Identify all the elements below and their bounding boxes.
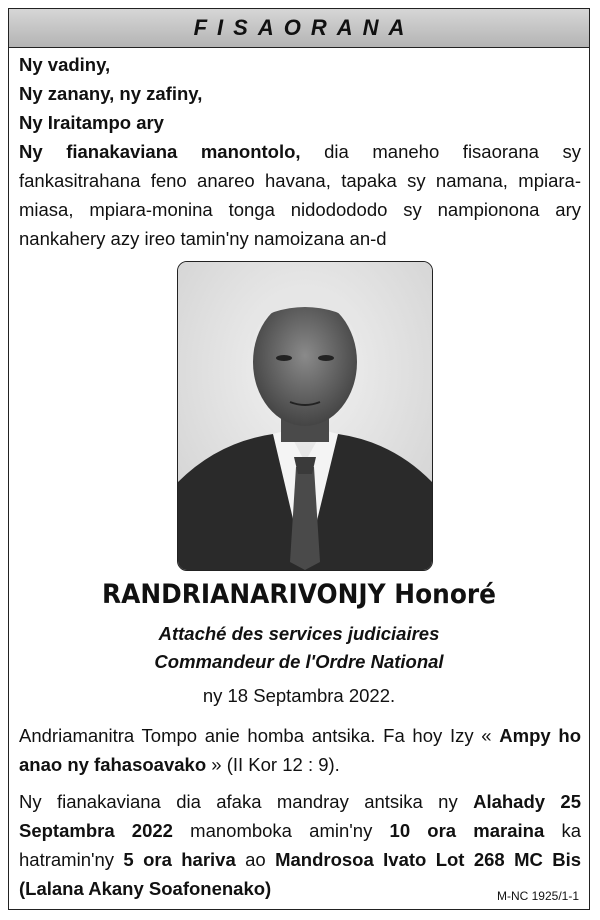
ceremony-t4: ao xyxy=(235,849,276,870)
verse-quote: Ampy ho anao ny fahasoavako xyxy=(19,725,581,775)
ceremony-location: Mandrosoa Ivato Lot 268 MC Bis (Lalana Akany Soafonenako) xyxy=(19,849,582,899)
ceremony-start: 10 ora maraina xyxy=(389,820,545,841)
header-banner xyxy=(9,9,589,48)
thanks-body: dia maneho fisaorana sy fankasitrahana feno anareo havana, tapaka sy namana, mpiara-miasa, mpiara-monina tonga nidodododo sy nampionona ary nankahery azy ireo tamin'ny namoizana an-d xyxy=(19,141,581,249)
verse-reference: (II Kor 12 : 9). xyxy=(221,754,340,775)
deceased-title-1: Attaché des services judiciaires xyxy=(158,623,440,644)
portrait-photo xyxy=(177,261,433,571)
ceremony-date: Alahady 25 Septambra 2022 xyxy=(19,791,581,841)
reference-code: M-NC 1925/1-1 xyxy=(496,889,579,903)
quote-close: » xyxy=(206,754,222,775)
quote-open: « xyxy=(481,725,500,746)
deceased-name: RANDRIANARIVONJY Honoré xyxy=(101,579,497,610)
greeting-spouse: Ny vadiny, xyxy=(19,54,111,75)
thanks-paragraph xyxy=(19,137,581,253)
thanks-family: Ny fianakaviana manontolo, xyxy=(19,141,301,162)
ceremony-paragraph xyxy=(19,787,581,903)
ceremony-t2: manomboka amin'ny xyxy=(172,820,390,841)
verse-text: Andriamanitra Tompo anie homba antsika. Fa hoy Izy xyxy=(19,725,482,746)
header-title: FISAORANA xyxy=(193,15,415,40)
portrait-image xyxy=(178,262,432,570)
greeting-siblings: Ny Iraitampo ary xyxy=(19,112,164,133)
announcement-frame xyxy=(8,8,590,910)
ceremony-end: 5 ora hariva xyxy=(123,849,236,870)
ceremony-t1: Ny fianakaviana dia afaka mandray antsika ny xyxy=(19,791,474,812)
verse-paragraph xyxy=(19,721,581,779)
death-date: ny 18 Septambra 2022. xyxy=(202,685,396,706)
deceased-title-2: Commandeur de l'Ordre National xyxy=(154,651,444,672)
greeting-children: Ny zanany, ny zafiny, xyxy=(19,83,203,104)
ceremony-t3: ka hatramin'ny xyxy=(19,820,581,870)
